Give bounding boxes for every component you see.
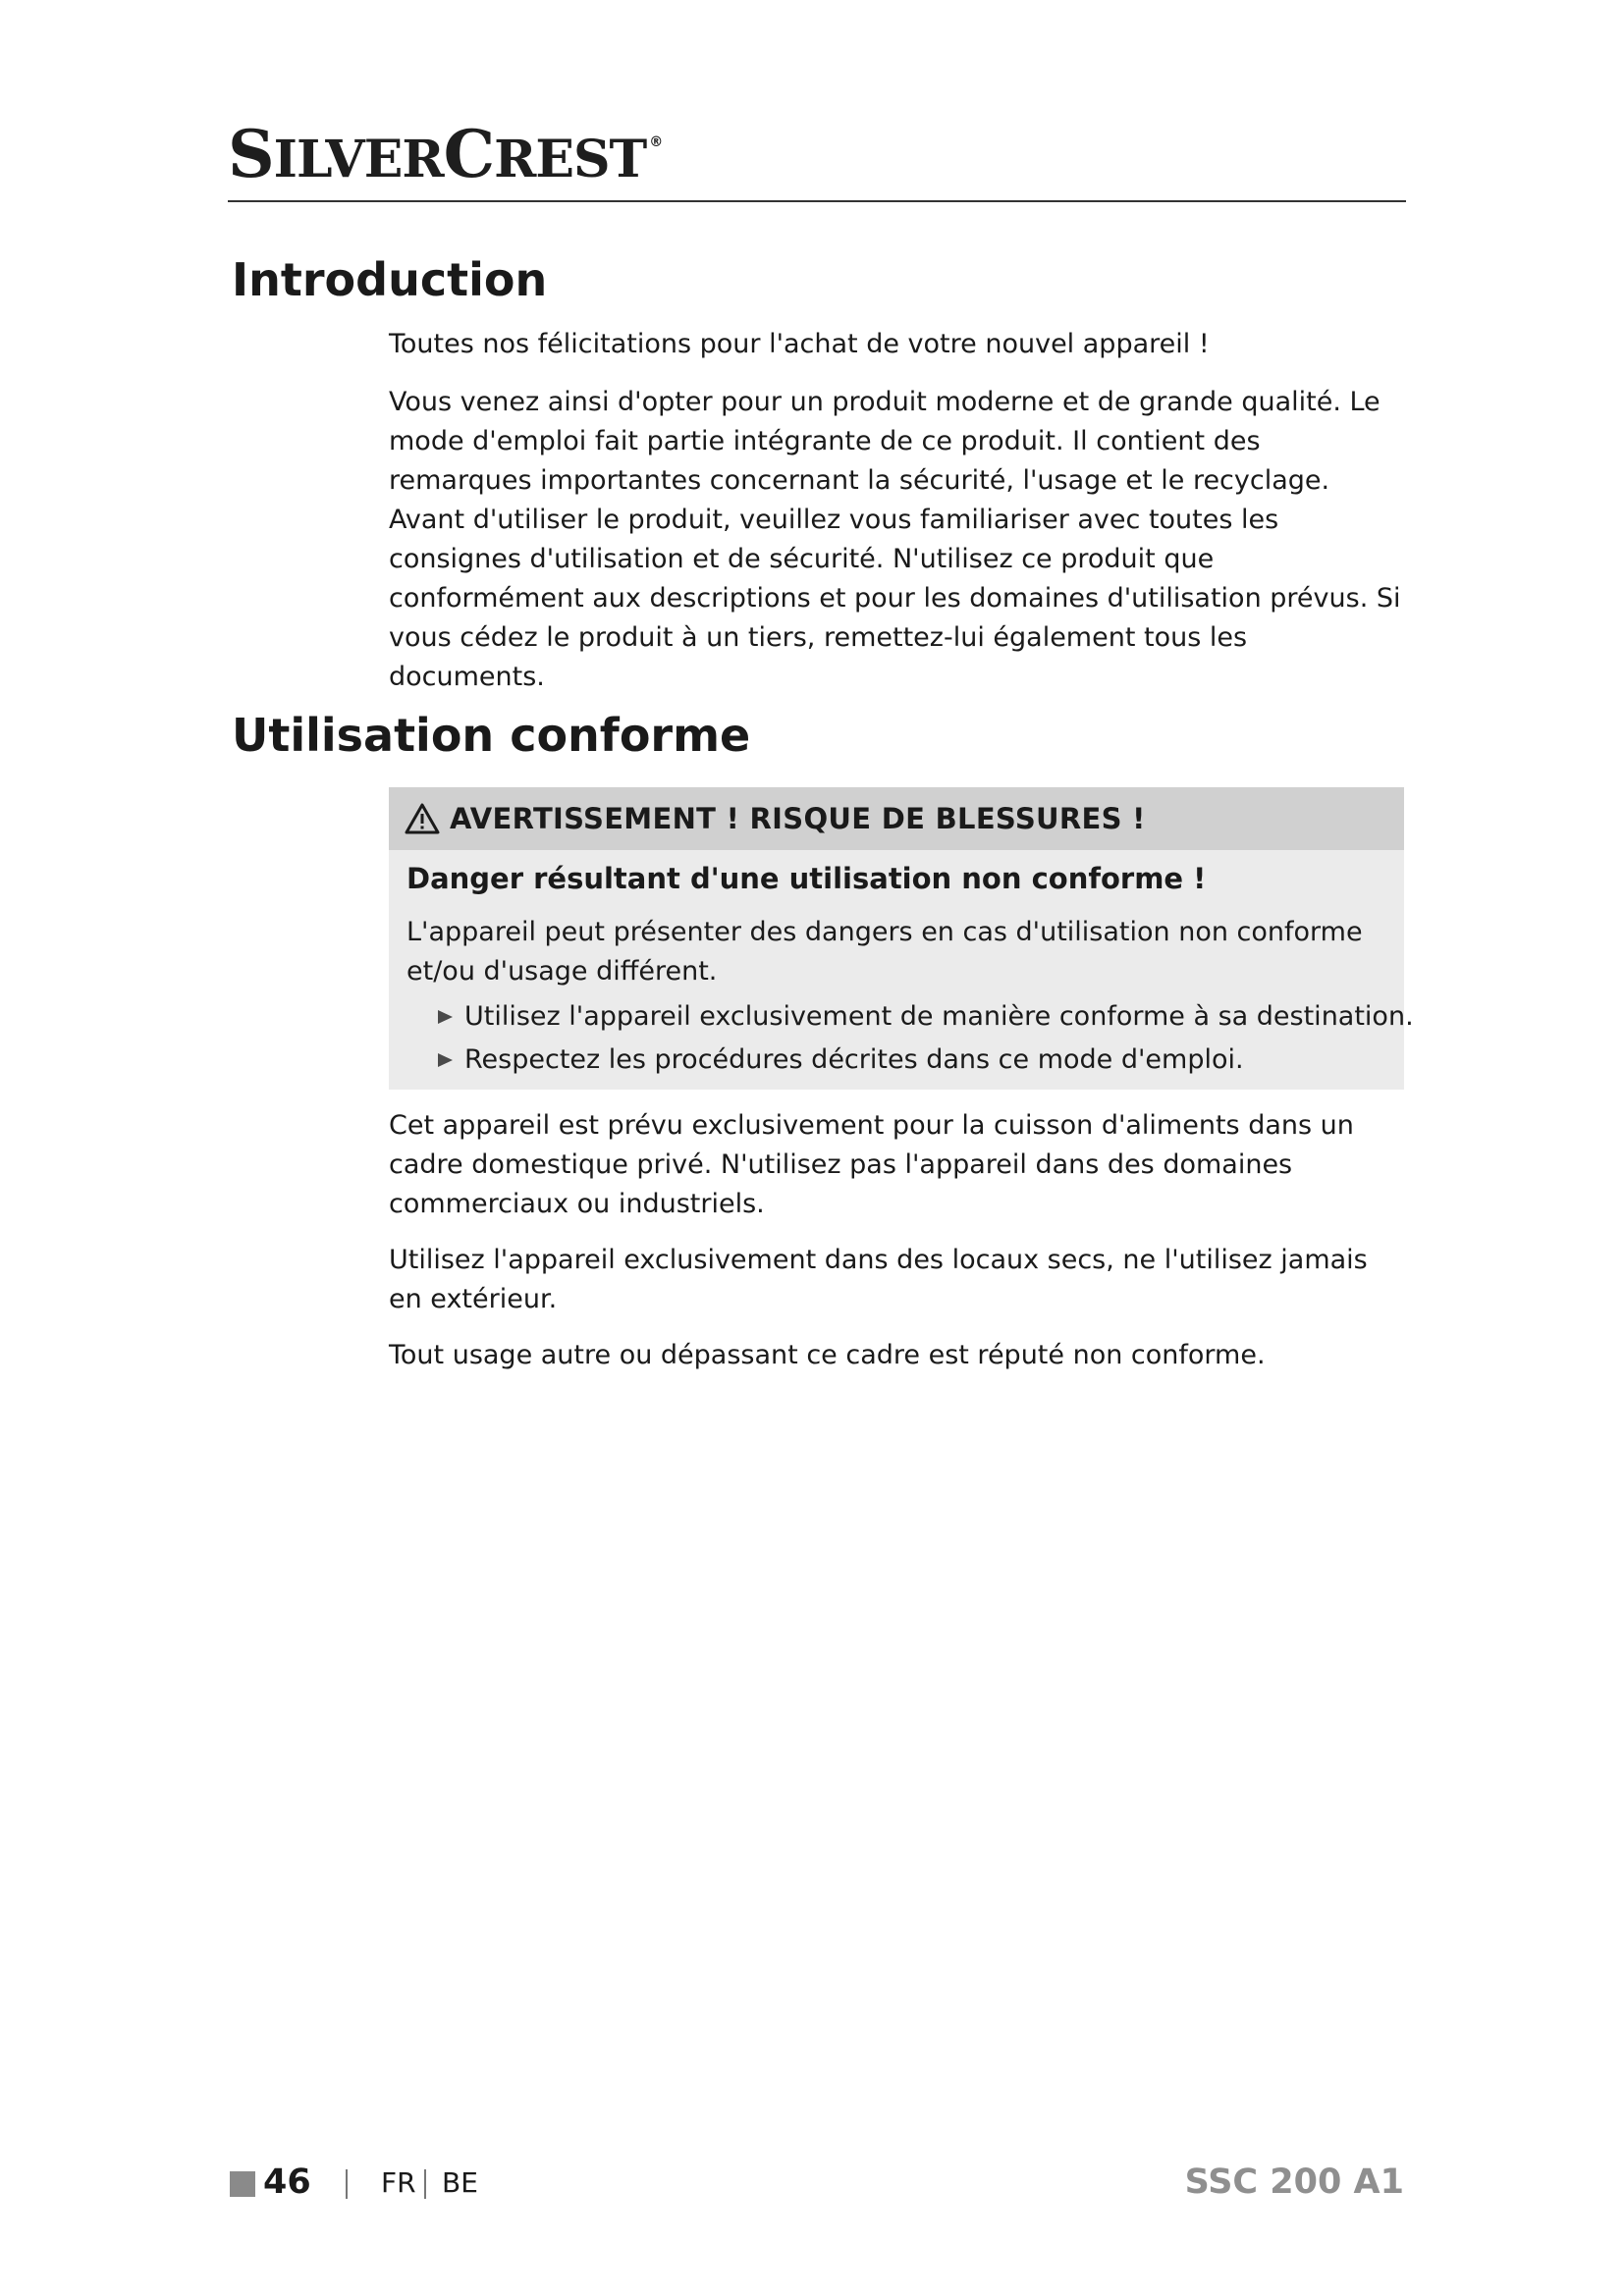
usage-paragraph-2: Utilisez l'appareil exclusivement dans des locaux secs, ne l'utilisez jamais en extérieur. — [389, 1245, 1368, 1314]
warning-bullet-text: Utilisez l'appareil exclusivement de manière conforme à sa destination. — [464, 1001, 1414, 1032]
warning-text: L'appareil peut présenter des dangers en cas d'utilisation non conforme et/ou d'usage différent. — [406, 917, 1363, 987]
footer-language-fr: FR — [381, 2166, 416, 2199]
footer-model-number: SSC 200 A1 — [1184, 2163, 1404, 2202]
warning-bullet — [438, 997, 1414, 1037]
intro-paragraph-2: Vous venez ainsi d'opter pour un produit moderne et de grande qualité. Le mode d'emploi fait partie intégrante de ce produit. Il contient des remarques importantes concernant la sécurité, l'usage et le recyclage. Avant d'utiliser le produit, veuillez vous familiariser avec toutes les consignes d'utilisation et de sécurité. N'utilisez ce produit que conformément aux descriptions et pour les domaines d'utilisation prévus. Si vous cédez le produit à un tiers, remettez-lui également tous les documents. — [389, 387, 1401, 692]
warning-subtitle: Danger résultant d'une utilisation non conforme ! — [406, 862, 1207, 895]
usage-paragraph-1: Cet appareil est prévu exclusivement pour la cuisson d'aliments dans un cadre domestique privé. N'utilisez pas l'appareil dans des domaines commerciaux ou industriels. — [389, 1110, 1354, 1219]
header-divider — [228, 200, 1406, 202]
footer-square-icon — [230, 2171, 255, 2197]
warning-triangle-icon — [405, 803, 440, 834]
brand-logo: SILVERCREST ® — [228, 116, 663, 192]
section-heading-utilisation: Utilisation conforme — [232, 709, 751, 762]
warning-box — [389, 787, 1414, 1090]
bullet-arrow-icon — [438, 1010, 453, 1024]
footer-separator — [424, 2169, 426, 2199]
warning-bullet — [438, 1041, 1244, 1080]
warning-header — [389, 787, 1404, 850]
warning-title: AVERTISSEMENT ! RISQUE DE BLESSURES ! — [450, 802, 1146, 835]
page-number: 46 — [263, 2163, 311, 2202]
footer-separator — [346, 2169, 348, 2199]
intro-paragraph-1: Toutes nos félicitations pour l'achat de votre nouvel appareil ! — [389, 329, 1210, 359]
warning-bullet-text: Respectez les procédures décrites dans ce mode d'emploi. — [464, 1044, 1244, 1075]
bullet-arrow-icon — [438, 1053, 453, 1067]
section-heading-introduction: Introduction — [232, 253, 548, 306]
usage-paragraph-3: Tout usage autre ou dépassant ce cadre est réputé non conforme. — [389, 1340, 1266, 1370]
footer-language-be: BE — [442, 2166, 478, 2199]
